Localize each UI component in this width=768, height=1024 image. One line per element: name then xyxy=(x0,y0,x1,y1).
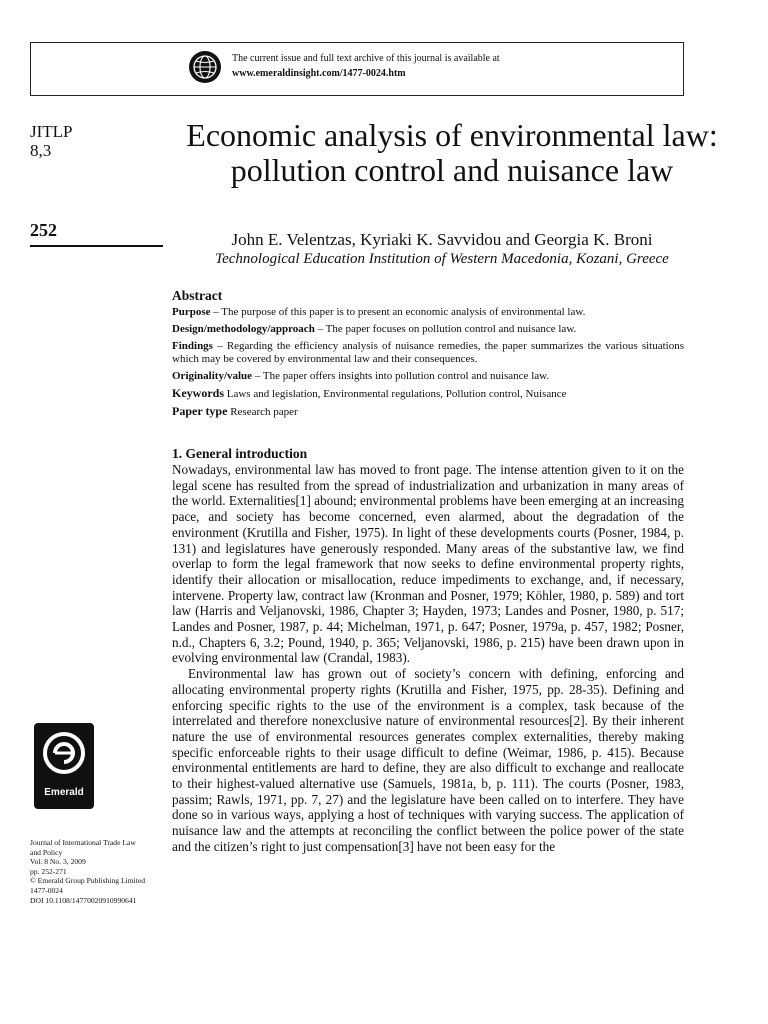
globe-icon xyxy=(188,50,222,84)
citation-issn: 1477-0024 xyxy=(30,885,63,895)
citation-volume: Vol. 8 No. 3, 2009 xyxy=(30,857,86,867)
purpose-label: Purpose xyxy=(172,305,211,318)
originality-label: Originality/value xyxy=(172,370,253,382)
paper-title: Economic analysis of environmental law: pollution control and nuisance law xyxy=(186,117,718,188)
purpose-text: – The purpose of this paper is to present an economic analysis of environmental law. xyxy=(210,305,586,318)
paper-type-text: Research paper xyxy=(227,406,298,418)
paper-type-label: Paper type xyxy=(172,404,228,418)
journal-volume: 8,3 xyxy=(30,141,52,160)
abstract-findings xyxy=(172,340,684,367)
abstract-paper-type xyxy=(172,405,684,420)
abstract-purpose xyxy=(172,306,684,320)
archive-notice: The current issue and full text archive of this journal is available at xyxy=(232,53,500,64)
citation-pages: pp. 252-271 xyxy=(30,866,67,876)
abstract-heading: Abstract xyxy=(172,288,223,303)
journal-url-link[interactable]: www.emeraldinsight.com/1477-0024.htm xyxy=(232,68,406,79)
abstract xyxy=(172,289,684,423)
page-number: 252 xyxy=(30,220,57,240)
citation-info xyxy=(30,838,170,905)
body-paragraph-1: Nowadays, environmental law has moved to front page. The intense attention given to it on the legal scene has resulted from the spread of industrialization and urbanization in many areas of the world. Externalities[1] abound; environmental problems have been emerging at an increasing pace, and society has become concerned, even alarmed, about the degradation of the environment (Krutilla and Fisher, 1975). In light of these developments courts (Posner, 1984, p. 131) and legislatures have generously responded. Many areas of the substantive law, we find overlap to form the legal framework that now seeks to define environmental property rights, identify their allocation or misallocation, reduce impediments to exchange, and, if necessary, intervene. Property law, contract law (Kronman and Posner, 1979; Köhler, 1980, p. 589) and tort law (Harris and Veljanovski, 1986, Chapter 3; Hayden, 1973; Landes and Posner, 1980, p. 517; Landes and Posner, 1987, p. 44; Michelman, 1971, p. 647; Posner, 1979a, p. 457, 1982; Posner, n.d., Chapters 6, 3.2; Pound, 1940, p. 365; Veljanovski, 1986, p. 215) have been drawn upon in evolving environmental law (Crandal, 1983). xyxy=(172,462,684,666)
section-heading: 1. General introduction xyxy=(172,446,308,461)
paper-affiliation: Technological Education Institution of Western Macedonia, Kozani, Greece xyxy=(215,251,669,267)
emerald-logo-text: Emerald xyxy=(44,787,84,798)
body-paragraph-2: Environmental law has grown out of society’s concern with defining, enforcing and allocating environmental property rights (Krutilla and Fisher, 1975, pp. 28-35). Defining and enforcing specific rights to the use of the environment is a complex, task because of the interrelated and therefore nonexclusive nature of environmental resources[2]. By their inherent nature the use of environmental resources generates complex externalities, thereby making specific enforceable rights to their usage difficult to define (Weimar, 1986, p. 415). Because environmental entitlements are hard to define, they are also difficult to exchange and reallocate to their highest-valued alternative use (Samuels, 1981a, b, p. 111). The courts (Posner, 1983, passim; Rawls, 1971, pp. 7, 27) and the legislature have been called on to interfere. They have done so in various ways, applying a host of techniques with varying success. The application of nuisance law and the attempts at reconciling the conflict between the police power of the state and the citizen’s right to just compensation[3] have not been easy for the xyxy=(172,666,684,854)
emerald-swirl-icon xyxy=(42,731,86,775)
design-text: – The paper focuses on pollution control and nuisance law. xyxy=(314,322,577,335)
abstract-keywords xyxy=(172,387,684,402)
citation-journal-cont: and Policy xyxy=(30,847,63,857)
keywords-label: Keywords xyxy=(172,386,224,400)
keywords-text: Laws and legislation, Environmental regulations, Pollution control, Nuisance xyxy=(224,388,567,400)
paper-authors: John E. Velentzas, Kyriaki K. Savvidou and Georgia K. Broni xyxy=(231,230,653,249)
findings-label: Findings xyxy=(172,339,213,352)
findings-text: – Regarding the efficiency analysis of nuisance remedies, the paper summarizes the various situations which may be covered by environmental law and their consequences. xyxy=(172,339,684,365)
design-label: Design/methodology/approach xyxy=(172,322,315,335)
citation-journal: Journal of International Trade Law xyxy=(30,838,136,847)
emerald-logo-icon xyxy=(34,723,94,809)
abstract-design xyxy=(172,323,684,337)
abstract-originality xyxy=(172,370,684,384)
page-number-rule xyxy=(30,245,163,247)
originality-text: – The paper offers insights into pollution control and nuisance law. xyxy=(252,370,550,382)
section-body xyxy=(172,462,684,855)
citation-copyright: © Emerald Group Publishing Limited xyxy=(30,876,146,886)
citation-doi: DOI 10.1108/14770020910990641 xyxy=(30,895,137,905)
journal-abbrev: JITLP xyxy=(30,122,73,141)
